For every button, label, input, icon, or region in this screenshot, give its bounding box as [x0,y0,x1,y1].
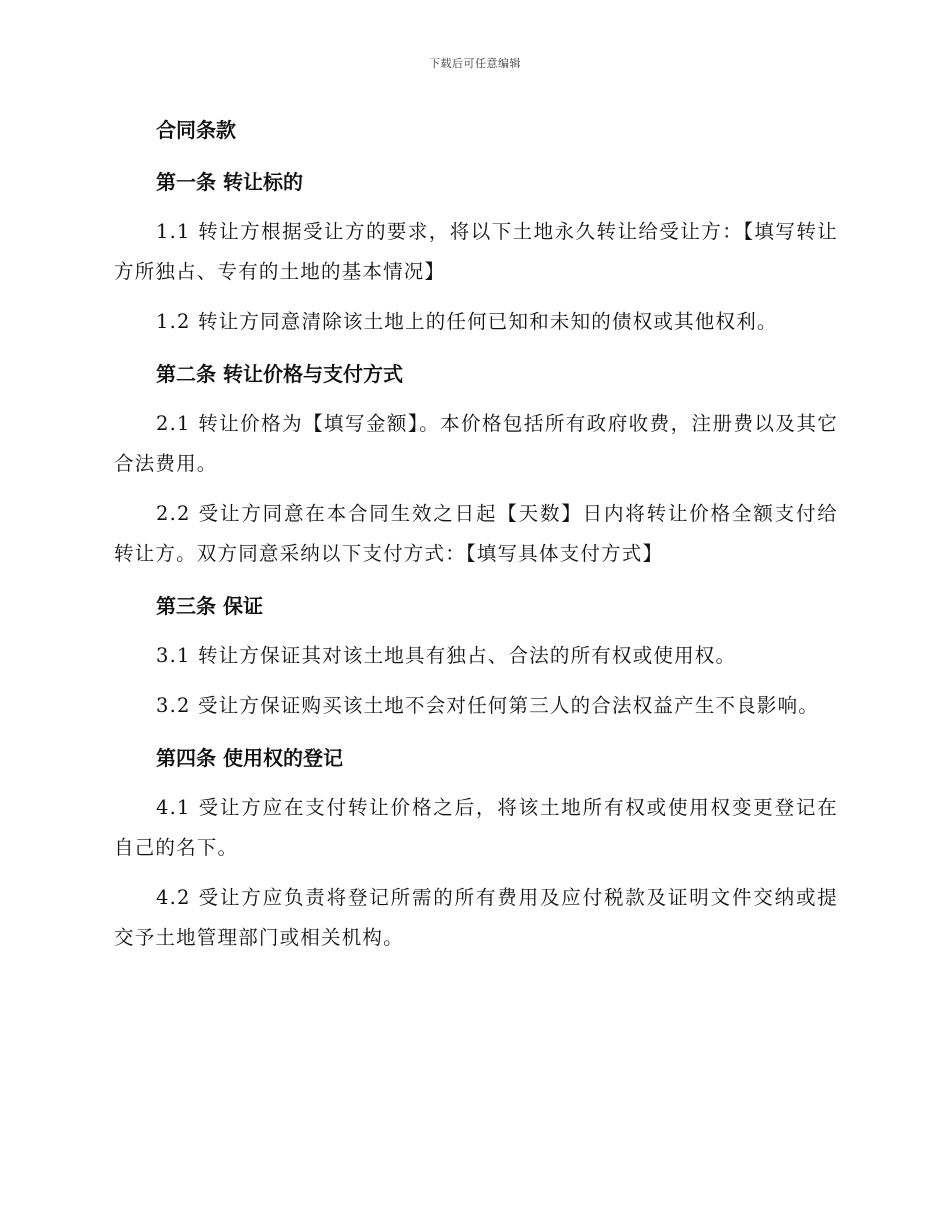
section-3-paragraph-2: 3.2 受让方保证购买该土地不会对任何第三人的合法权益产生不良影响。 [156,694,820,717]
document-title: 合同条款 [156,118,236,142]
page-header: 下载后可任意编辑 [429,57,521,70]
section-2-paragraph-1: 2.1 转让价格为【填写金额】。本价格包括所有政府收费，注册费以及其它合法费用。 [114,412,838,475]
section-2-paragraph-2: 2.2 受让方同意在本合同生效之日起【天数】日内将转让价格全额支付给转让方。双方同意采纳以下支付方式：【填写具体支付方式】 [114,502,838,565]
section-3-heading: 第三条 保证 [156,594,263,618]
section-1-paragraph-2: 1.2 转让方同意清除该土地上的任何已知和未知的债权或其他权利。 [156,310,778,333]
document-body [114,108,838,968]
section-3-paragraph-1: 3.1 转让方保证其对该土地具有独占、合法的所有权或使用权。 [156,644,737,667]
section-2-heading: 第二条 转让价格与支付方式 [156,362,403,386]
section-4-heading: 第四条 使用权的登记 [156,746,343,770]
section-1-heading: 第一条 转让标的 [156,170,303,194]
section-4-paragraph-2: 4.2 受让方应负责将登记所需的所有费用及应付税款及证明文件交纳或提交予土地管理部门或相关机构。 [114,886,838,949]
section-1-paragraph-1: 1.1 转让方根据受让方的要求，将以下土地永久转让给受让方：【填写转让方所独占、专有的土地的基本情况】 [114,220,838,283]
section-4-paragraph-1: 4.1 受让方应在支付转让价格之后，将该土地所有权或使用权变更登记在自己的名下。 [114,796,838,859]
